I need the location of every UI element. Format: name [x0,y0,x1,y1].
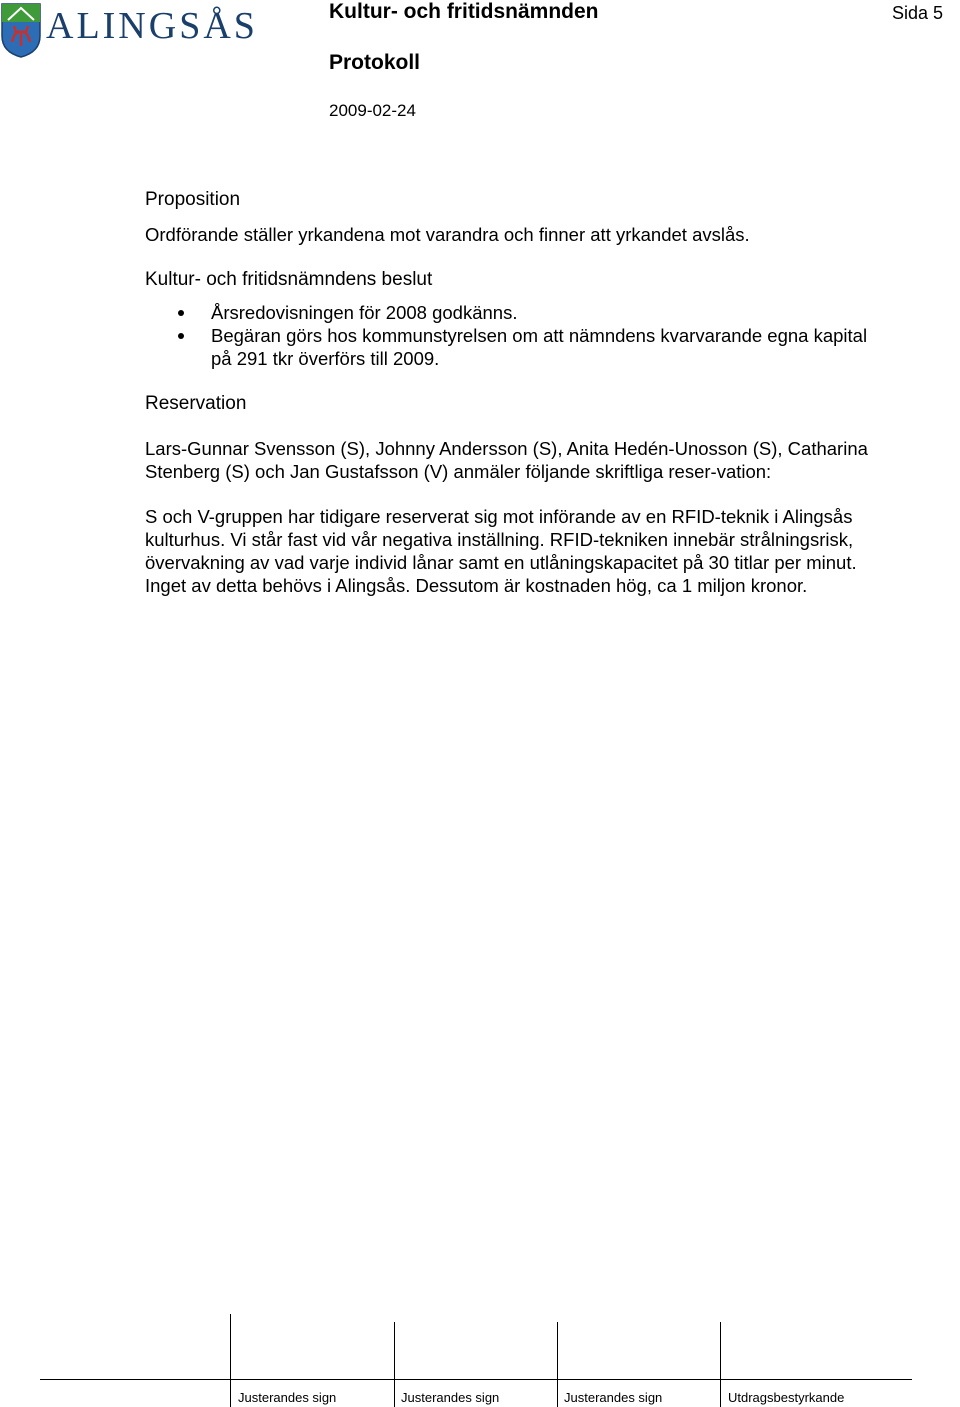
page-number: Sida 5 [891,3,943,23]
bullet-icon [178,310,184,316]
signature-divider [720,1322,721,1407]
signature-label-1: Justerandes sign [238,1390,337,1405]
proposition-text: Ordförande ställer yrkandena mot varandra och finner att yrkandet avslås. [145,224,750,245]
signature-divider [394,1322,395,1407]
attestation-label: Utdragsbestyrkande [728,1390,845,1405]
list-item-text: Årsredovisningen för 2008 godkänns. [211,302,518,323]
signature-line [40,1379,912,1380]
signature-label-3: Justerandes sign [564,1390,663,1405]
document-date: 2009-02-24 [329,101,416,120]
document-body [145,188,885,597]
proposition-heading: Proposition [145,189,241,210]
municipality-logo [0,2,258,58]
coat-of-arms-icon [0,2,42,58]
signature-label-2: Justerandes sign [401,1390,500,1405]
reservation-paragraph-1: Lars-Gunnar Svensson (S), Johnny Andersson (S), Anita Hedén-Unosson (S), Catharina Stenberg (S) och Jan Gustafsson (V) anmäler följande skriftliga reser-vation: [145,438,868,482]
reservation-paragraph-2: S och V-gruppen har tidigare reserverat sig mot införande av en RFID-teknik i Alingsås kulturhus. Vi står fast vid vår negativa inställning. RFID-tekniken innebär strålningsrisk, övervakning av vad varje individ lånar samt en utlåningskapacitet på 30 titlar per minut. Inget av detta behövs i Alingsås. Dessutom är kostnaden hög, ca 1 miljon kronor. [145,506,857,596]
document-type: Protokoll [329,51,421,74]
committee-name: Kultur- och fritidsnämnden [329,0,599,23]
logo-wordmark: ALINGSÅS [46,5,258,47]
decision-list [145,301,885,370]
signature-divider [557,1322,558,1407]
bullet-icon [178,333,184,339]
list-item [145,324,885,370]
reservation-heading: Reservation [145,393,247,414]
decision-heading: Kultur- och fritidsnämndens beslut [145,269,433,290]
signature-divider [230,1314,231,1407]
list-item [145,301,885,324]
list-item-text: Begäran görs hos kommunstyrelsen om att nämndens kvarvarande egna kapital på 291 tkr överförs till 2009. [211,325,868,369]
